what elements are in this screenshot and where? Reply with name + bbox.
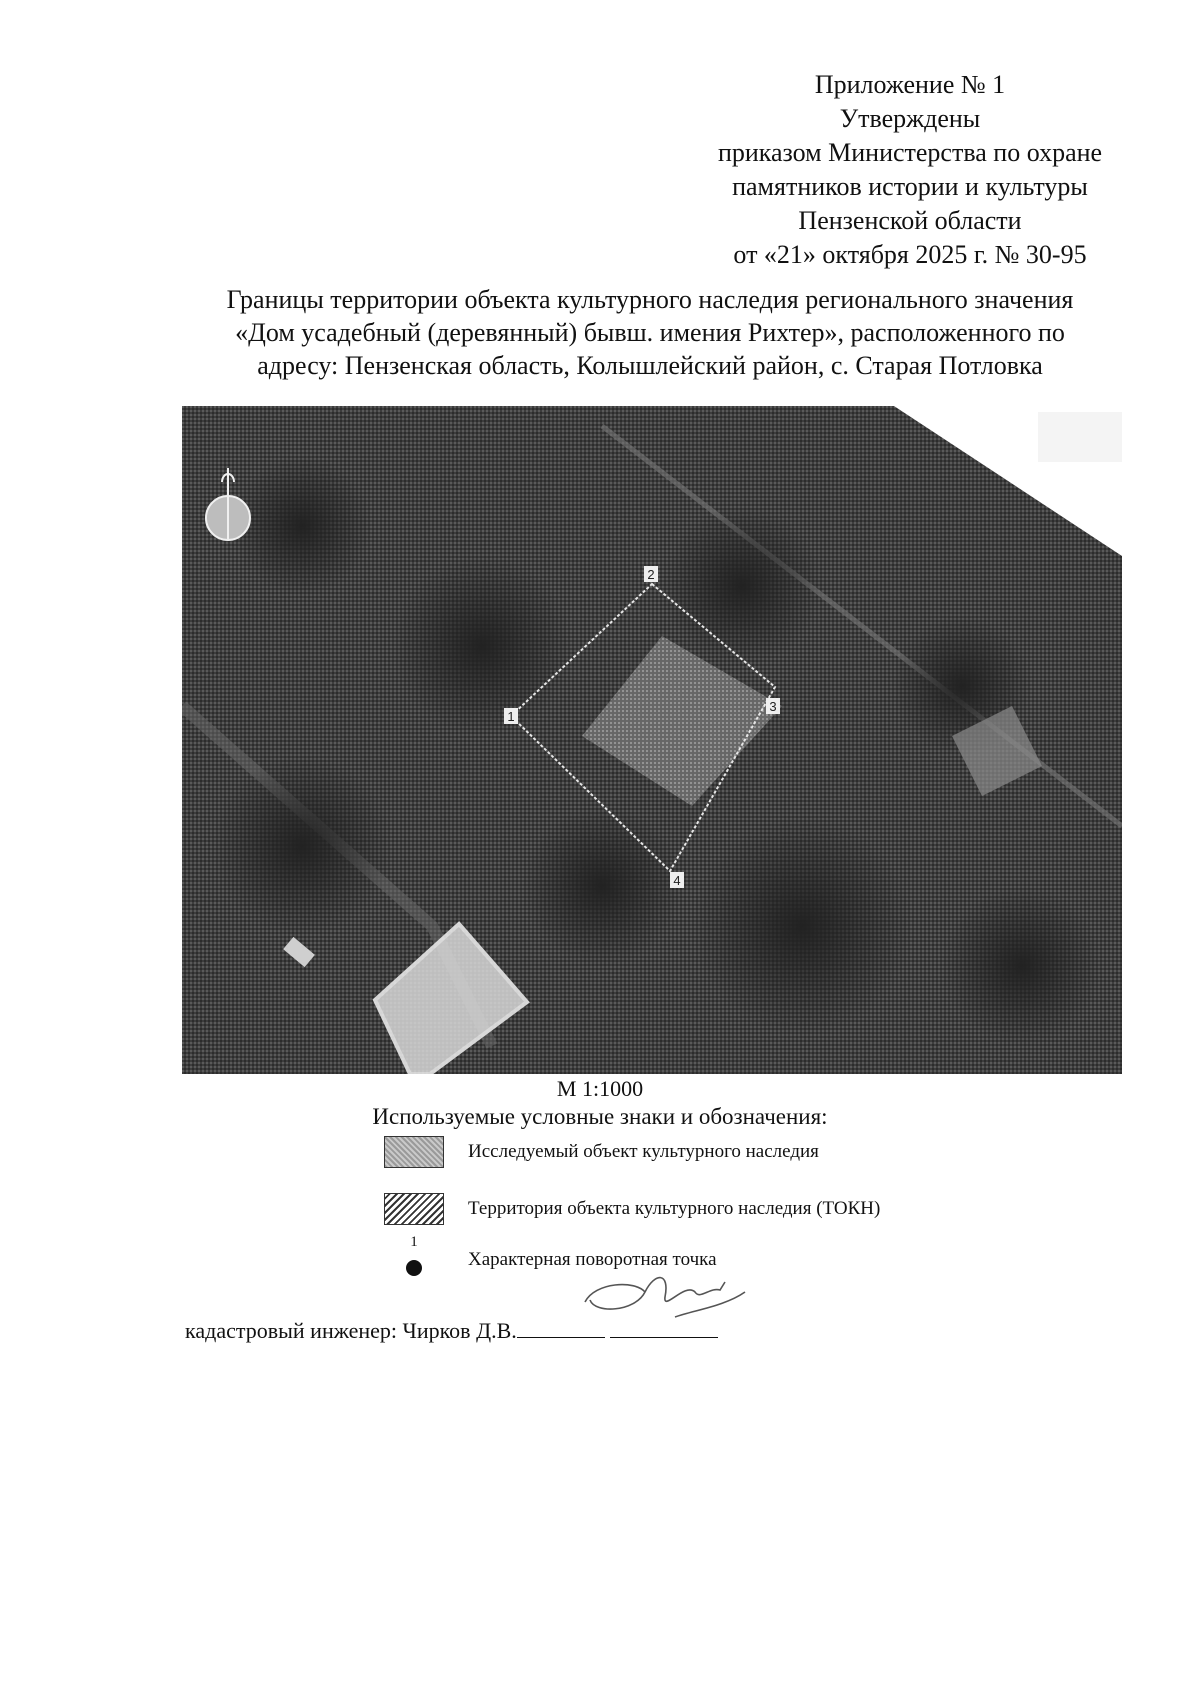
title-line: адресу: Пензенская область, Колышлейский район, с. Старая Потловка xyxy=(257,351,1043,380)
aerial-map xyxy=(182,406,1122,1074)
point-label: 4 xyxy=(673,873,681,888)
point-dot xyxy=(406,1260,422,1276)
header-line: приказом Министерства по охране xyxy=(717,138,1103,167)
map-tree xyxy=(522,806,682,966)
title-line: Границы территории объекта культурного наследия регионального значения xyxy=(226,285,1074,314)
map-scale: М 1:1000 xyxy=(556,1076,644,1101)
legend-title: Используемые условные знаки и обозначения: xyxy=(372,1104,828,1129)
map-tree xyxy=(212,756,392,936)
boundary-point xyxy=(766,698,780,714)
boundary-point xyxy=(644,566,658,582)
map-tree xyxy=(942,886,1102,1046)
legend-label: Территория объекта культурного наследия (ТОКН) xyxy=(468,1198,881,1219)
point-label: 2 xyxy=(647,567,655,582)
engineer-name: кадастровый инженер: Чирков Д.В. xyxy=(185,1318,517,1343)
approval-header xyxy=(680,68,1140,272)
legend-label: Исследуемый объект культурного наследия xyxy=(468,1141,819,1162)
map-tree xyxy=(232,456,372,596)
legend-item-object xyxy=(384,1136,819,1168)
boundary-point xyxy=(504,708,518,724)
point-number: 1 xyxy=(410,1234,418,1250)
map-tree xyxy=(392,556,572,736)
map-tree xyxy=(662,506,822,666)
point-label: 1 xyxy=(507,709,515,724)
date-blank xyxy=(610,1319,718,1338)
header-line: Пензенской области xyxy=(798,206,1022,235)
legend-item-territory xyxy=(384,1193,880,1225)
turning-point-icon xyxy=(384,1234,444,1282)
territory-swatch xyxy=(384,1193,444,1225)
title-line: «Дом усадебный (деревянный) бывш. имения Рихтер», расположенного по xyxy=(235,318,1065,347)
header-line: Приложение № 1 xyxy=(814,70,1006,99)
map-corner-blank xyxy=(1038,412,1122,462)
map-svg xyxy=(182,406,1122,1074)
object-swatch xyxy=(384,1136,444,1168)
map-tree xyxy=(692,816,912,1036)
signature-blank xyxy=(517,1319,605,1338)
point-label: 3 xyxy=(769,699,777,714)
header-line: памятников истории и культуры xyxy=(732,172,1088,201)
document-title xyxy=(150,283,1150,382)
boundary-point xyxy=(670,872,684,888)
header-line: Утверждены xyxy=(839,104,981,133)
engineer-signature-line xyxy=(185,1318,718,1344)
header-line: от «21» октября 2025 г. № 30-95 xyxy=(733,240,1087,269)
legend-label: Характерная поворотная точка xyxy=(468,1249,717,1270)
